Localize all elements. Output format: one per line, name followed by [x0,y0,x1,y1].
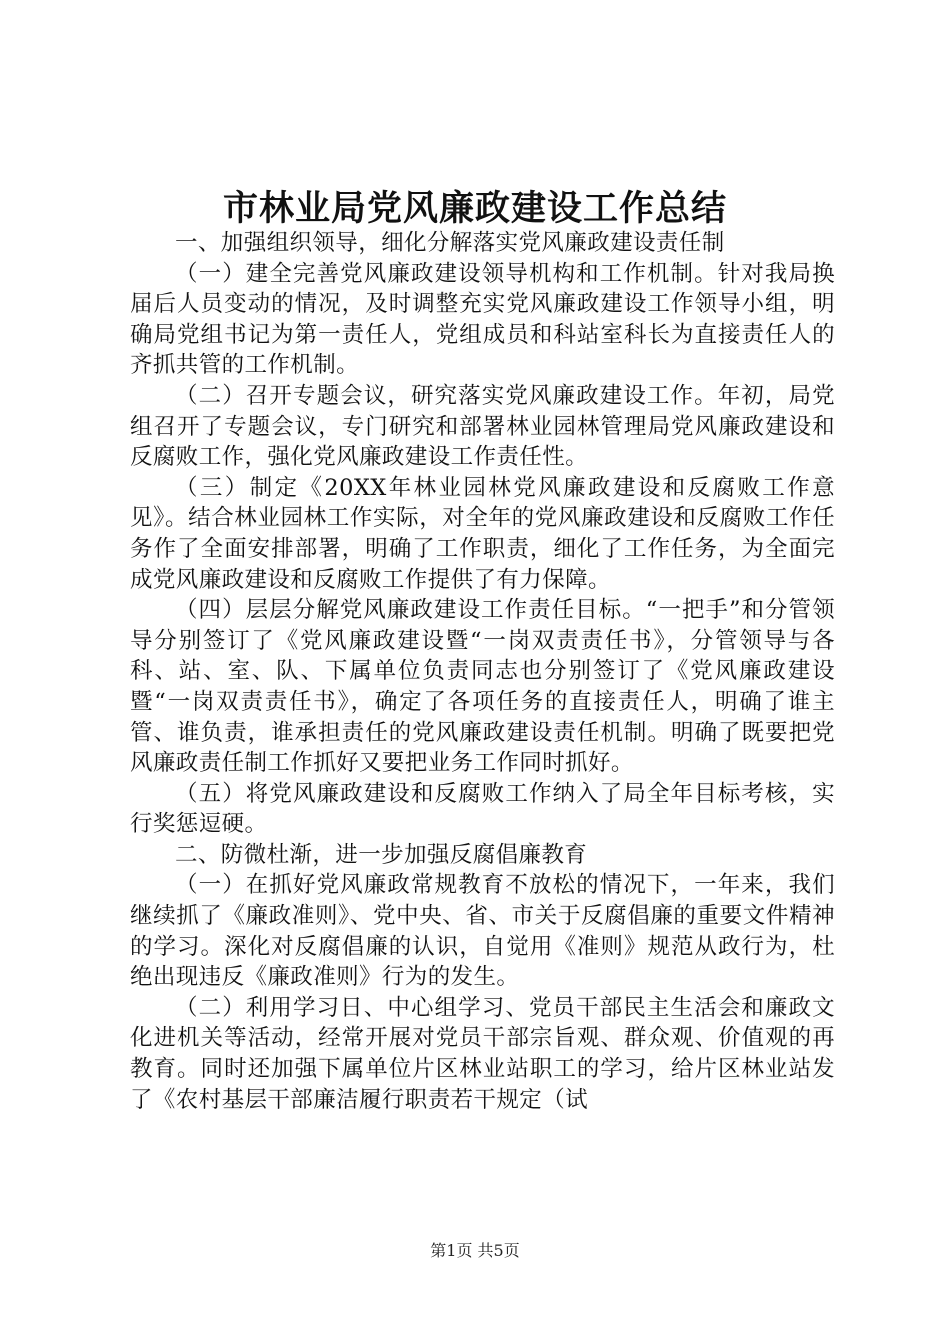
paragraph: （四）层层分解党风廉政建设工作责任目标。“一把手”和分管领导分别签订了《党风廉政建设暨“一岗双责责任书》，分管领导与各科、站、室、队、下属单位负责同志也分别签订了《党风廉政建设暨“一岗双责责任书》，确定了各项任务的直接责任人，明确了谁主管、谁负责，谁承担责任的党风廉政建设责任机制。明确了既要把党风廉政责任制工作抓好又要把业务工作同时抓好。 [130,597,835,777]
page-number-footer: 第1页 共5页 [430,1241,520,1260]
section-heading-2: 二、防微杜渐，进一步加强反腐倡廉教育 [175,841,588,868]
paragraph: （五）将党风廉政建设和反腐败工作纳入了局全年目标考核，实行奖惩逗硬。 [130,780,835,838]
paragraph: （二）召开专题会议，研究落实党风廉政建设工作。年初，局党组召开了专题会议，专门研究和部署林业园林管理局党风廉政建设和反腐败工作，强化党风廉政建设工作责任性。 [130,382,835,471]
paragraph: （一）建全完善党风廉政建设领导机构和工作机制。针对我局换届后人员变动的情况，及时调整充实党风廉政建设工作领导小组，明确局党组书记为第一责任人，党组成员和科站室科长为直接责任人的齐抓共管的工作机制。 [130,260,835,379]
document-body [130,228,835,1115]
document-title: 市林业局党风廉政建设工作总结 [222,188,727,229]
paragraph: （一）在抓好党风廉政常规教育不放松的情况下，一年来，我们继续抓了《廉政准则》、党中央、省、市关于反腐倡廉的重要文件精神的学习。深化对反腐倡廉的认识，自觉用《准则》规范从政行为，杜绝出现违反《廉政准则》行为的发生。 [130,872,835,991]
paragraph: （二）利用学习日、中心组学习、党员干部民主生活会和廉政文化进机关等活动，经常开展对党员干部宗旨观、群众观、价值观的再教育。同时还加强下属单位片区林业站职工的学习，给片区林业站发了《农村基层干部廉洁履行职责若干规定（试 [130,994,835,1113]
section-heading-1: 一、加强组织领导，细化分解落实党风廉政建设责任制 [175,230,725,256]
paragraph: （三）制定《20XX年林业园林党风廉政建设和反腐败工作意见》。结合林业园林工作实际，对全年的党风廉政建设和反腐败工作任务作了全面安排部署，明确了工作职责，细化了工作任务，为全面完成党风廉政建设和反腐败工作提供了有力保障。 [130,474,835,593]
